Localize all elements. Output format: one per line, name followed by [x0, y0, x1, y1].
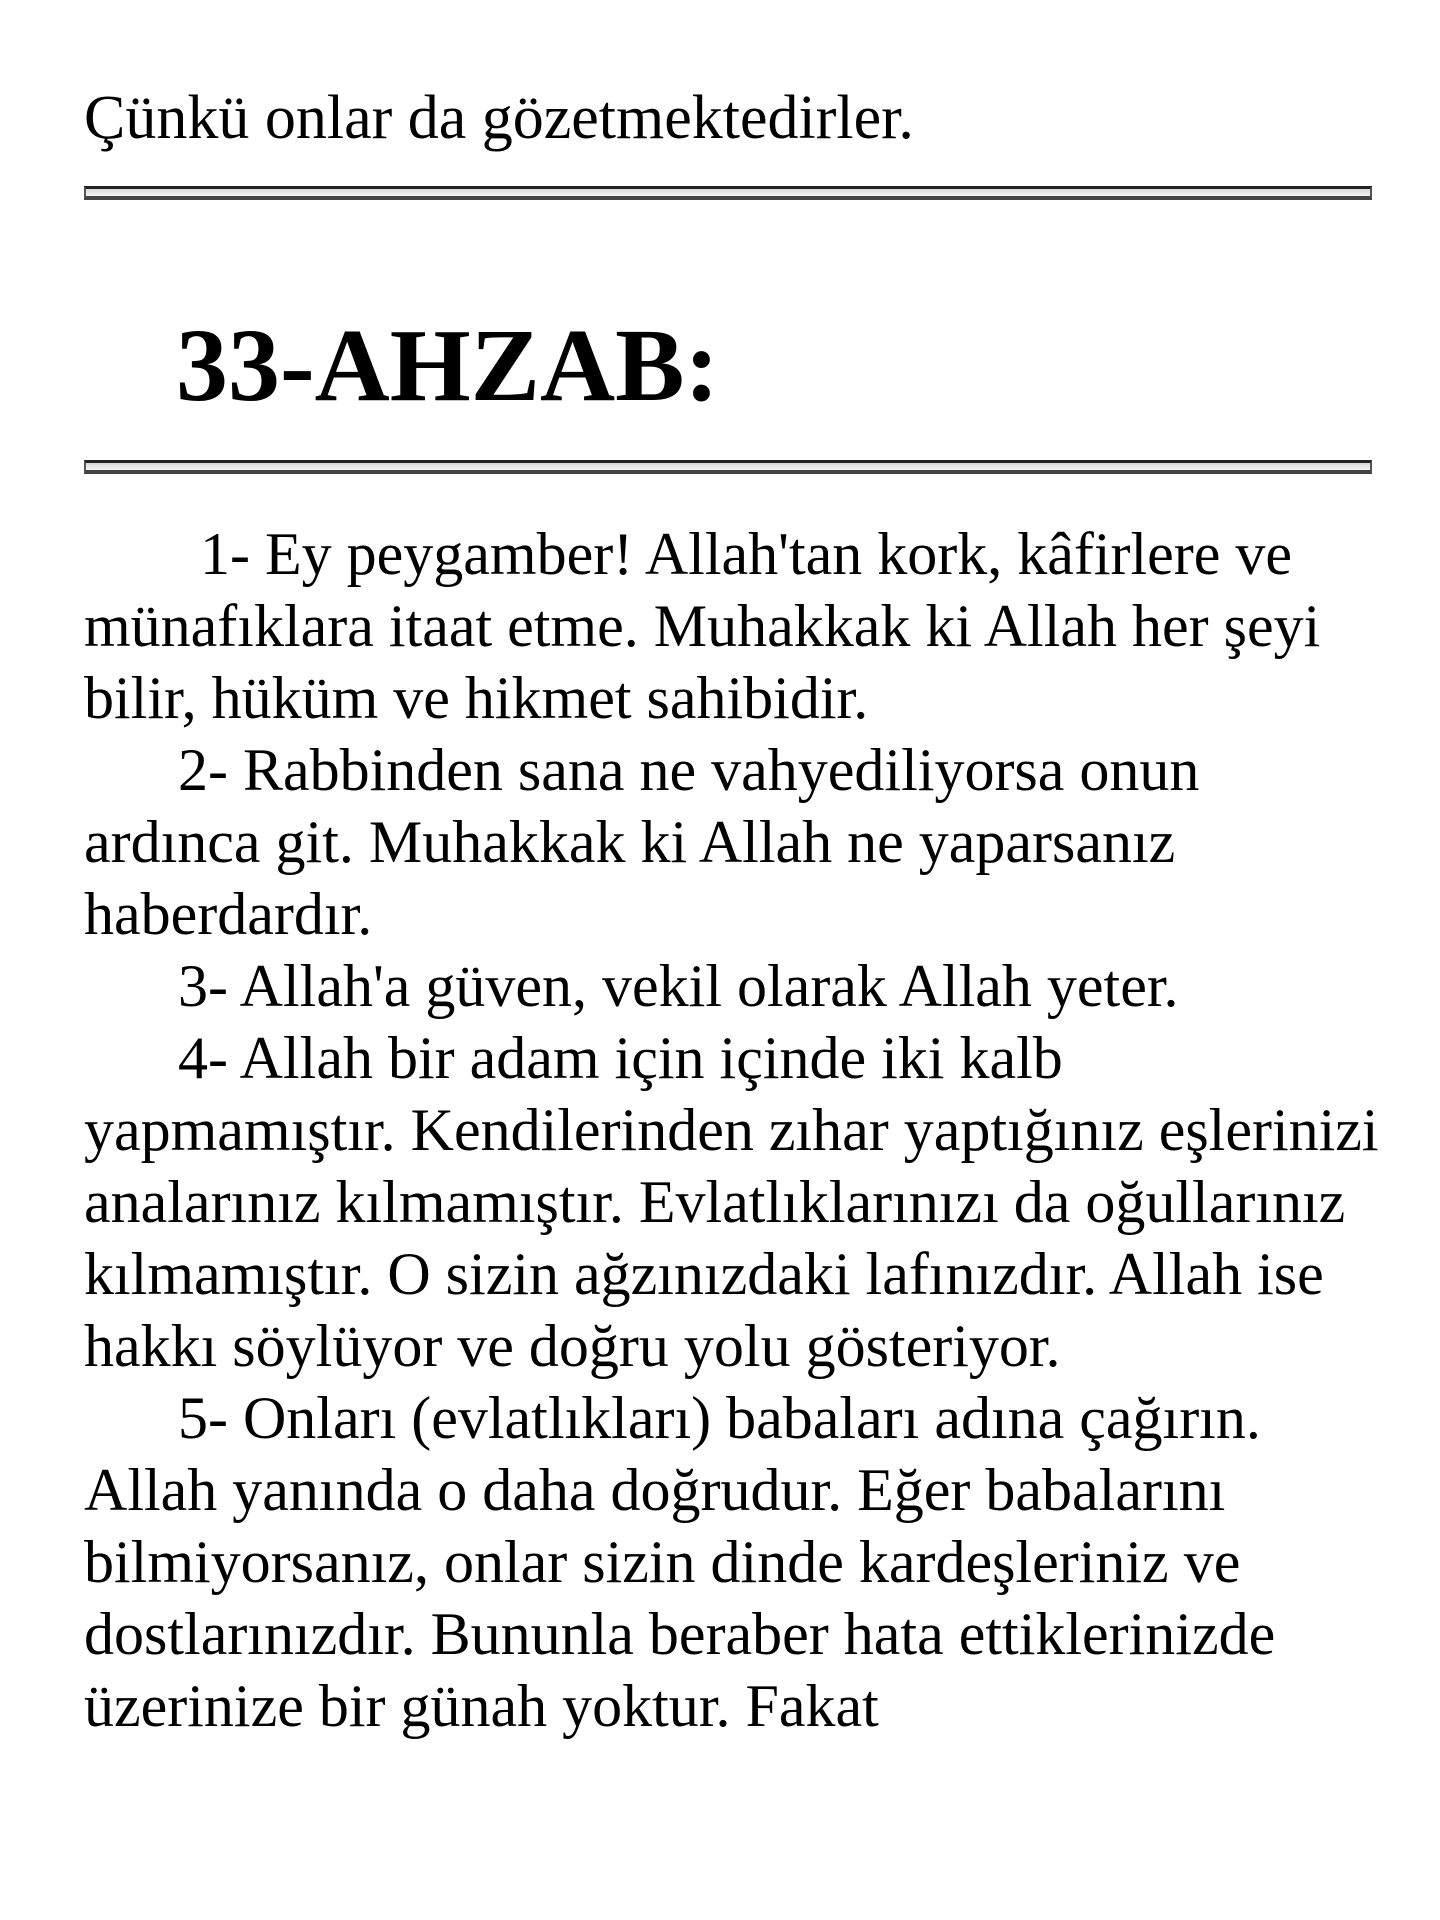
verse-list — [84, 518, 1384, 1742]
verse-2: 2- Rabbinden sana ne vahyediliyorsa onun ardınca git. Muhakkak ki Allah ne yaparsanız haberdardır. — [84, 737, 1200, 947]
top-divider — [84, 186, 1372, 200]
continuation-text: Çünkü onlar da gözetmektedirler. — [84, 84, 914, 152]
verse-3: 3- Allah'a güven, vekil olarak Allah yeter. — [178, 953, 1179, 1019]
verse-1: 1- Ey peygamber! Allah'tan kork, kâfirlere ve münafıklara itaat etme. Muhakkak ki Allah her şeyi bilir, hüküm ve hikmet sahibidir. — [84, 521, 1321, 731]
title-divider — [84, 460, 1372, 474]
verse-4: 4- Allah bir adam için içinde iki kalb yapmamıştır. Kendilerinden zıhar yaptığınız eşlerinizi analarınız kılmamıştır. Evlatlıklarınızı da oğullarınız kılmamıştır. O sizin ağzınızdaki lafınızdır. Allah ise hakkı söylüyor ve doğru yolu gösteriyor. — [84, 1025, 1379, 1379]
surah-title: 33-AHZAB: — [176, 308, 720, 423]
verse-5: 5- Onları (evlatlıkları) babaları adına çağırın. Allah yanında o daha doğrudur. Eğer babalarını bilmiyorsanız, onlar sizin dinde kardeşleriniz ve dostlarınızdır. Bununla beraber hata ettiklerinizde üzerinize bir günah yoktur. Fakat — [84, 1385, 1276, 1739]
